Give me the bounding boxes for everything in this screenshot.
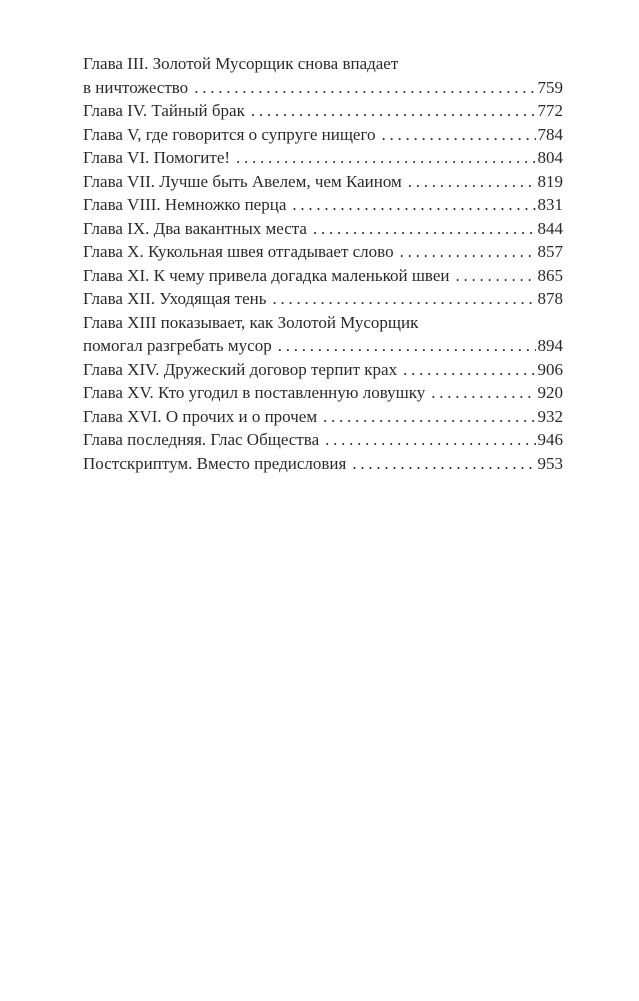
toc-entry-line xyxy=(83,217,563,241)
toc-entry-line xyxy=(83,264,563,288)
toc-entry-page-number: 920 xyxy=(537,383,563,402)
toc-entry-page-number: 772 xyxy=(537,101,563,120)
table-of-contents xyxy=(83,52,563,475)
toc-entry-line xyxy=(83,123,563,147)
toc-entry-line xyxy=(83,146,563,170)
toc-entry-line xyxy=(83,99,563,123)
dot-leader xyxy=(236,146,535,170)
toc-entry-line xyxy=(83,452,563,476)
toc-entry-line xyxy=(83,358,563,382)
toc-entry xyxy=(83,99,563,123)
toc-entry-title: Глава IV. Тайный брак xyxy=(83,101,245,120)
toc-entry xyxy=(83,381,563,405)
toc-entry-title: Глава VIII. Немножко перца xyxy=(83,195,287,214)
toc-entry-title: Глава VII. Лучше быть Авелем, чем Каином xyxy=(83,171,402,191)
toc-entry-page-number: 784 xyxy=(537,124,563,144)
dot-leader xyxy=(292,193,535,217)
toc-entry-page-number: 894 xyxy=(537,336,563,355)
toc-entry-page-number: 953 xyxy=(537,453,563,473)
dot-leader xyxy=(313,217,536,241)
dot-leader xyxy=(403,358,535,382)
toc-entry-title-first-line: Глава III. Золотой Мусорщик снова впадает xyxy=(83,54,399,73)
toc-entry xyxy=(83,217,563,241)
toc-entry xyxy=(83,287,563,311)
dot-leader xyxy=(272,287,535,311)
toc-entry-page-number: 819 xyxy=(537,171,563,191)
toc-entry-title: Глава XIV. Дружеский договор терпит крах xyxy=(83,359,398,379)
toc-entry-page-number: 878 xyxy=(537,289,563,308)
toc-entry-title: помогал разгребать мусор xyxy=(83,336,272,355)
toc-entry-title: в ничтожество xyxy=(83,77,189,97)
dot-leader xyxy=(400,240,536,264)
toc-entry-title: Глава XII. Уходящая тень xyxy=(83,289,267,308)
toc-entry-title: Глава XI. К чему привела догадка маленькой швеи xyxy=(83,265,450,285)
toc-entry-line xyxy=(83,193,563,217)
dot-leader xyxy=(251,99,536,123)
toc-entry-line xyxy=(83,405,563,429)
toc-entry-title: Глава X. Кукольная швея отгадывает слово xyxy=(83,242,394,261)
toc-entry xyxy=(83,311,563,358)
toc-entry xyxy=(83,240,563,264)
toc-entry-line xyxy=(83,428,563,452)
toc-entry xyxy=(83,123,563,147)
toc-entry-page-number: 946 xyxy=(537,430,563,449)
toc-entry-line xyxy=(83,334,563,358)
toc-entry-page-number: 759 xyxy=(537,77,563,97)
toc-entry xyxy=(83,52,563,99)
toc-entry-page-number: 865 xyxy=(537,265,563,285)
dot-leader xyxy=(456,264,536,288)
dot-leader xyxy=(431,381,535,405)
toc-entry-title: Глава IX. Два вакантных места xyxy=(83,218,307,238)
toc-entry-title: Постскриптум. Вместо предисловия xyxy=(83,453,347,473)
dot-leader xyxy=(194,76,535,100)
toc-entry-title: Глава XV. Кто угодил в поставленную ловушку xyxy=(83,383,426,402)
toc-entry-page-number: 857 xyxy=(537,242,563,261)
dot-leader xyxy=(278,334,536,358)
toc-entry-page-number: 831 xyxy=(537,195,563,214)
toc-entry-title-first-line: Глава XIII показывает, как Золотой Мусорщик xyxy=(83,312,419,332)
toc-entry xyxy=(83,146,563,170)
toc-entry-page-number: 906 xyxy=(537,359,563,379)
dot-leader xyxy=(408,170,536,194)
toc-entry-title: Глава VI. Помогите! xyxy=(83,148,231,167)
toc-entry xyxy=(83,428,563,452)
dot-leader xyxy=(382,123,536,147)
toc-entry-page-number: 804 xyxy=(537,148,563,167)
toc-entry-line xyxy=(83,240,563,264)
toc-entry-line xyxy=(83,76,563,100)
toc-entry xyxy=(83,405,563,429)
dot-leader xyxy=(325,428,535,452)
toc-entry-line xyxy=(83,170,563,194)
toc-entry-line xyxy=(83,287,563,311)
dot-leader xyxy=(323,405,535,429)
toc-entry-page-number: 844 xyxy=(537,218,563,238)
toc-entry-title: Глава последняя. Глас Общества xyxy=(83,430,320,449)
toc-entry xyxy=(83,193,563,217)
toc-entry-page-number: 932 xyxy=(537,406,563,426)
toc-entry-line xyxy=(83,381,563,405)
toc-entry-title: Глава V, где говорится о супруге нищего xyxy=(83,124,376,144)
toc-entry xyxy=(83,452,563,476)
dot-leader xyxy=(352,452,535,476)
toc-entry xyxy=(83,264,563,288)
toc-entry xyxy=(83,170,563,194)
toc-entry-title: Глава XVI. О прочих и о прочем xyxy=(83,406,318,426)
toc-entry xyxy=(83,358,563,382)
